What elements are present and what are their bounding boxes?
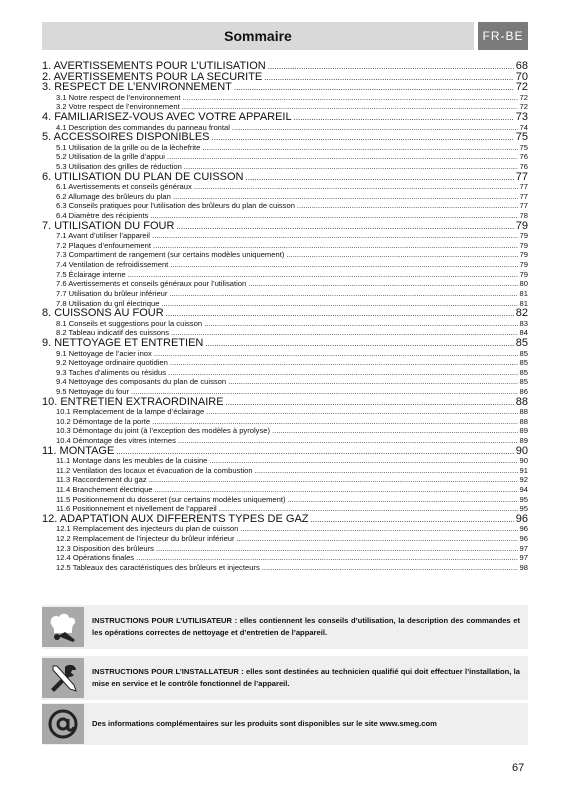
toc-leader-dots [153,241,518,251]
toc-entry-label: 11.1 Montage dans les meubles de la cuisine [56,456,208,466]
toc-entry-page: 77 [519,191,528,201]
chef-icon [42,607,84,647]
toc-section [42,182,528,192]
toc-entry-page: 83 [519,318,528,328]
toc-entry-page: 75 [519,142,528,152]
toc-chapter [42,338,528,349]
toc-chapter [42,132,528,143]
toc-entry-page: 88 [519,407,528,417]
toc-entry-label: 9. NETTOYAGE ET ENTRETIEN [42,336,204,349]
toc-leader-dots [173,192,518,202]
toc-entry-label: 11.5 Positionnement du dosseret (sur certains modèles uniquement) [56,494,286,504]
toc-entry-page: 72 [519,102,528,112]
toc-leader-dots [167,152,518,162]
toc-section [42,241,528,251]
toc-chapter [42,397,528,408]
toc-entry-label: 11.2 Ventilation des locaux et évacuation de la combustion [56,465,253,475]
toc-entry-label: 12.3 Disposition des brûleurs [56,543,154,553]
toc-section [42,279,528,289]
toc-entry-label: 4. FAMILIARISEZ-VOUS AVEC VOTRE APPAREIL [42,111,292,123]
toc-entry-page: 90 [515,444,528,457]
toc-entry-label: 11. MONTAGE [42,444,115,457]
toc-entry-label: 7.5 Éclairage interne [56,269,126,279]
toc-leader-dots [272,426,518,436]
web-info-note [42,703,528,745]
toc-leader-dots [154,349,518,359]
toc-leader-dots [152,417,517,427]
toc-entry-label: 3. RESPECT DE L’ENVIRONNEMENT [42,81,232,94]
toc-leader-dots [156,544,518,554]
toc-entry-label: 9.2 Nettoyage ordinaire quotidien [56,358,168,368]
toc-leader-dots [287,495,517,505]
toc-entry-page: 96 [519,534,528,544]
toc-entry-label: 9.1 Nettoyage de l’acier inox [56,348,152,358]
toc-entry-page: 85 [515,336,528,349]
toc-leader-dots [136,553,517,563]
toc-entry-label: 12.2 Remplacement de l’injecteur du brûleur inférieur [56,534,235,544]
toc-entry-page: 81 [519,288,528,298]
toc-entry-page: 77 [515,170,528,183]
toc-section [42,436,528,446]
toc-entry-page: 95 [519,494,528,504]
toc-leader-dots [170,358,518,368]
toc-entry-label: 6. UTILISATION DU PLAN DE CUISSON [42,170,244,183]
page-title: Sommaire [224,28,292,44]
toc-entry-page: 79 [519,231,528,241]
toc-entry-label: 7.6 Avertissements et conseils généraux pour l’utilisation [56,279,247,289]
toc-section [42,407,528,417]
toc-chapter [42,221,528,232]
toc-entry-label: 5. ACCESSOIRES DISPONIBLES [42,131,210,144]
toc-entry-label: 11.3 Raccordement du gaz [56,475,147,485]
toc-leader-dots [262,563,518,573]
toc-entry-page: 81 [519,298,528,308]
toc-entry-label: 10. ENTRETIEN EXTRAORDINAIRE [42,395,224,408]
toc-section [42,349,528,359]
toc-entry-label: 7.8 Utilisation du gril électrique [56,298,160,308]
toc-entry-page: 77 [519,201,528,211]
toc-entry-page: 94 [519,485,528,495]
toc-entry-label: 7. UTILISATION DU FOUR [42,219,175,232]
toc-leader-dots [183,93,518,103]
toc-entry-label: 6.4 Diamètre des récipients [56,211,149,221]
toc-entry-page: 88 [515,395,528,408]
toc-entry-label: 7.1 Avant d’utiliser l’appareil [56,231,150,241]
toc-entry-page: 88 [519,416,528,426]
toc-leader-dots [194,182,518,192]
toc-section [42,231,528,241]
toc-chapter [42,172,528,183]
toc-entry-page: 89 [519,426,528,436]
toc-entry-page: 68 [515,60,528,72]
toc-leader-dots [161,299,517,309]
page-number: 67 [512,762,525,774]
toc-entry-label: 4.1 Description des commandes du panneau frontal [56,122,230,132]
toc-section [42,93,528,103]
tools-icon [42,658,84,698]
toc-section [42,260,528,270]
toc-entry-label: 10.1 Remplacement de la lampe d’éclairage [56,407,205,417]
toc-leader-dots [170,260,517,270]
toc-entry-label: 9.5 Nettoyage du four [56,386,130,396]
toc-leader-dots [204,319,517,329]
table-of-contents [42,61,528,573]
toc-leader-dots [297,201,518,211]
toc-section [42,426,528,436]
toc-leader-dots [248,279,517,289]
toc-section [42,475,528,485]
toc-entry-label: 11.6 Positionnement et nivellement de l’appareil [56,504,217,514]
toc-entry-page: 85 [519,358,528,368]
toc-entry-label: 8.2 Tableau indicatif des cuissons [56,328,169,338]
toc-entry-label: 12.1 Remplacement des injecteurs du plan de cuisson [56,524,239,534]
toc-entry-label: 7.4 Ventilation de refroidissement [56,260,169,270]
toc-leader-dots [171,328,518,338]
toc-leader-dots [240,524,517,534]
toc-section [42,544,528,554]
toc-leader-dots [206,407,517,417]
toc-leader-dots [150,211,517,221]
toc-section [42,152,528,162]
toc-entry-page: 96 [519,524,528,534]
toc-entry-page: 91 [519,465,528,475]
toc-leader-dots [286,250,517,260]
toc-section [42,495,528,505]
toc-entry-page: 85 [519,348,528,358]
toc-leader-dots [169,289,517,299]
toc-entry-label: 12. ADAPTATION AUX DIFFERENTS TYPES DE GAZ [42,512,309,525]
toc-entry-label: 12.4 Opérations finales [56,553,135,563]
toc-leader-dots [228,377,517,387]
toc-entry-page: 80 [519,279,528,289]
toc-section [42,563,528,573]
toc-entry-page: 97 [519,543,528,553]
toc-entry-label: 9.4 Nettoyage des composants du plan de cuisson [56,377,227,387]
at-sign-icon [42,704,84,744]
toc-section [42,289,528,299]
toc-entry-page: 76 [519,162,528,172]
toc-leader-dots [152,231,518,241]
user-instructions-text: INSTRUCTIONS POUR L’UTILISATEUR : elles contiennent les conseils d’utilisation, la description des commandes et les opérations correctes de nettoyage et d’entretien de l’appareil. [92,616,520,637]
toc-section [42,456,528,466]
toc-entry-page: 96 [515,512,528,525]
toc-leader-dots [237,534,518,544]
toc-leader-dots [202,143,517,153]
toc-chapter [42,308,528,319]
toc-entry-page: 79 [519,240,528,250]
toc-entry-page: 85 [519,367,528,377]
toc-leader-dots [232,123,518,133]
toc-chapter [42,446,528,457]
toc-entry-page: 79 [519,250,528,260]
toc-entry-page: 95 [519,504,528,514]
toc-entry-page: 92 [519,475,528,485]
toc-leader-dots [155,485,518,495]
toc-chapter [42,82,528,93]
toc-entry-page: 79 [515,219,528,232]
toc-entry-label: 5.2 Utilisation de la grille d’appui [56,152,165,162]
toc-chapter [42,112,528,123]
toc-entry-page: 72 [515,81,528,94]
toc-section [42,368,528,378]
toc-entry-page: 72 [519,92,528,102]
toc-entry-label: 10.3 Démontage du joint (à l’exception des modèles à pyrolyse) [56,426,271,436]
toc-leader-dots [168,368,518,378]
toc-section [42,534,528,544]
toc-entry-page: 89 [519,436,528,445]
toc-entry-page: 90 [519,456,528,466]
toc-entry-label: 7.3 Compartiment de rangement (sur certains modèles uniquement) [56,250,285,260]
toc-section [42,358,528,368]
toc-entry-label: 9.3 Taches d’aliments ou résidus [56,367,167,377]
toc-entry-page: 84 [519,328,528,338]
page-header [42,22,474,50]
toc-leader-dots [209,456,517,466]
toc-section [42,319,528,329]
toc-chapter [42,61,528,72]
toc-entry-label: 6.2 Allumage des brûleurs du plan [56,191,171,201]
toc-section [42,466,528,476]
toc-entry-page: 98 [519,562,528,572]
toc-entry-page: 86 [519,386,528,396]
toc-entry-label: 10.4 Démontage des vitres internes [56,436,176,445]
toc-entry-label: 1. AVERTISSEMENTS POUR L’UTILISATION [42,60,266,72]
toc-leader-dots [149,475,518,485]
installer-instructions-note [42,656,528,700]
toc-section [42,143,528,153]
toc-entry-page: 78 [519,211,528,221]
toc-section [42,553,528,563]
toc-entry-label: 6.3 Conseils pratiques pour l’utilisation des brûleurs du plan de cuisson [56,201,295,211]
toc-section [42,270,528,280]
toc-entry-page: 77 [519,182,528,192]
toc-leader-dots [128,270,518,280]
toc-section [42,377,528,387]
toc-entry-label: 2. AVERTISSEMENTS POUR LA SECURITE [42,70,263,83]
toc-entry-label: 8. CUISSONS AU FOUR [42,307,164,320]
toc-entry-label: 5.1 Utilisation de la grille ou de la lèchefrite [56,142,201,152]
toc-leader-dots [178,436,518,446]
toc-entry-label: 12.5 Tableaux des caractéristiques des brûleurs et injecteurs [56,562,260,572]
toc-entry-label: 3.2 Votre respect de l’environnement [56,102,180,112]
toc-entry-label: 7.7 Utilisation du brûleur inférieur [56,288,168,298]
toc-entry-label: 5.3 Utilisation des grilles de réduction [56,162,182,172]
language-badge: FR-BE [478,22,528,50]
toc-entry-page: 73 [515,111,528,123]
toc-section [42,192,528,202]
toc-entry-label: 6.1 Avertissements et conseils généraux [56,182,192,192]
toc-entry-page: 75 [515,131,528,144]
toc-entry-label: 8.1 Conseils et suggestions pour la cuisson [56,318,203,328]
toc-section [42,485,528,495]
toc-entry-page: 74 [519,122,528,132]
toc-section [42,524,528,534]
installer-instructions-text: INSTRUCTIONS POUR L’INSTALLATEUR : elles sont destinées au technicien qualifié qui doit effectuer l’installation, la mise en service et le contrôle fonctionnel de l’appareil. [92,667,520,688]
user-instructions-note [42,605,528,649]
toc-leader-dots [255,466,518,476]
toc-entry-label: 11.4 Branchement électrique [56,485,153,495]
web-info-text: Des informations complémentaires sur les produits sont disponibles sur le site www.smeg.com [92,719,437,728]
toc-entry-label: 3.1 Notre respect de l’environnement [56,92,181,102]
toc-section [42,417,528,427]
toc-entry-page: 76 [519,152,528,162]
toc-chapter [42,514,528,525]
toc-entry-label: 10.2 Démontage de la porte [56,416,151,426]
toc-entry-page: 70 [515,70,528,83]
toc-entry-page: 97 [519,553,528,563]
toc-entry-page: 85 [519,377,528,387]
toc-section [42,201,528,211]
toc-entry-page: 79 [519,269,528,279]
toc-entry-page: 79 [519,260,528,270]
toc-entry-page: 82 [515,307,528,320]
toc-entry-label: 7.2 Plaques d’enfournement [56,240,151,250]
toc-section [42,250,528,260]
